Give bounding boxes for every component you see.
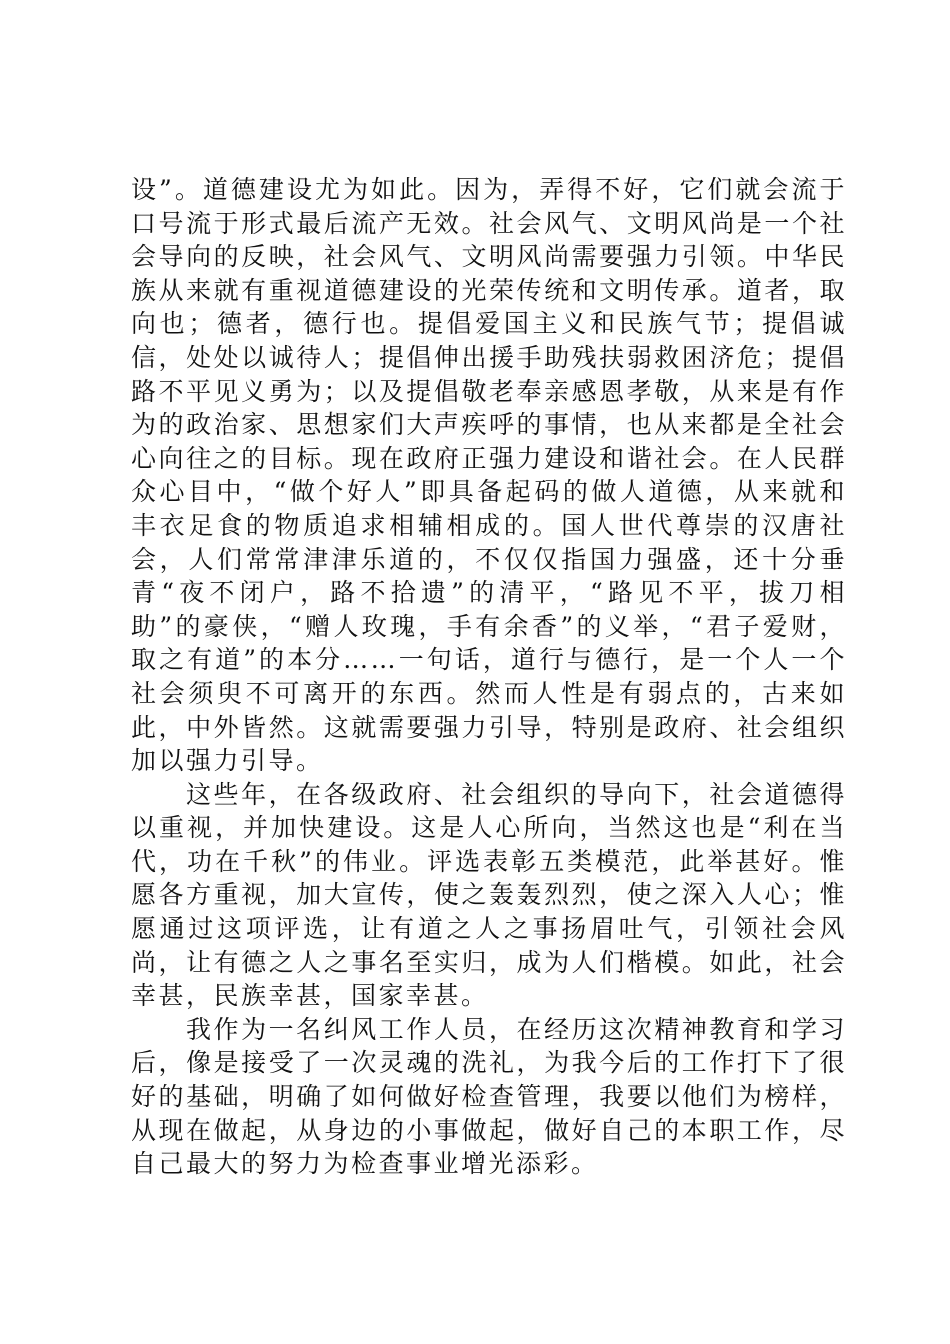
document-body xyxy=(131,173,847,1181)
paragraph-continuation: 设”。道德建设尤为如此。因为，弄得不好，它们就会流于口号流于形式最后流产无效。社会风气、文明风尚是一个社会导向的反映，社会风气、文明风尚需要强力引领。中华民族从来就有重视道德建设的光荣传统和文明传承。道者，取向也；德者，德行也。提倡爱国主义和民族气节；提倡诚信，处处以诚待人；提倡伸出援手助残扶弱救困济危；提倡路不平见义勇为；以及提倡敬老奉亲感恩孝敬，从来是有作为的政治家、思想家们大声疾呼的事情，也从来都是全社会心向往之的目标。现在政府正强力建设和谐社会。在人民群众心目中，“做个好人”即具备起码的做人道德，从来就和丰衣足食的物质追求相辅相成的。国人世代尊崇的汉唐社会，人们常常津津乐道的，不仅仅指国力强盛，还十分垂青“夜不闭户，路不拾遗”的清平，“路见不平，拔刀相助”的豪侠，“赠人玫瑰，手有余香”的义举，“君子爱财，取之有道”的本分……一句话，道行与德行，是一个人一个社会须臾不可离开的东西。然而人性是有弱点的，古来如此，中外皆然。这就需要强力引导，特别是政府、社会组织加以强力引导。 xyxy=(131,175,847,776)
paragraph-moral-construction: 这些年，在各级政府、社会组织的导向下，社会道德得以重视，并加快建设。这是人心所向，当然这也是“利在当代，功在千秋”的伟业。评选表彰五类模范，此举甚好。惟愿各方重视，加大宣传，使之轰轰烈烈，使之深入人心；惟愿通过这项评选，让有道之人之事扬眉吐气，引领社会风尚，让有德之人之事名至实归，成为人们楷模。如此，社会幸甚，民族幸甚，国家幸甚。 xyxy=(131,779,847,1011)
paragraph-personal-reflection: 我作为一名纠风工作人员，在经历这次精神教育和学习后，像是接受了一次灵魂的洗礼，为我今后的工作打下了很好的基础，明确了如何做好检查管理，我要以他们为榜样，从现在做起，从身边的小事做起，做好自己的本职工作，尽自己最大的努力为检查事业增光添彩。 xyxy=(131,1014,847,1179)
